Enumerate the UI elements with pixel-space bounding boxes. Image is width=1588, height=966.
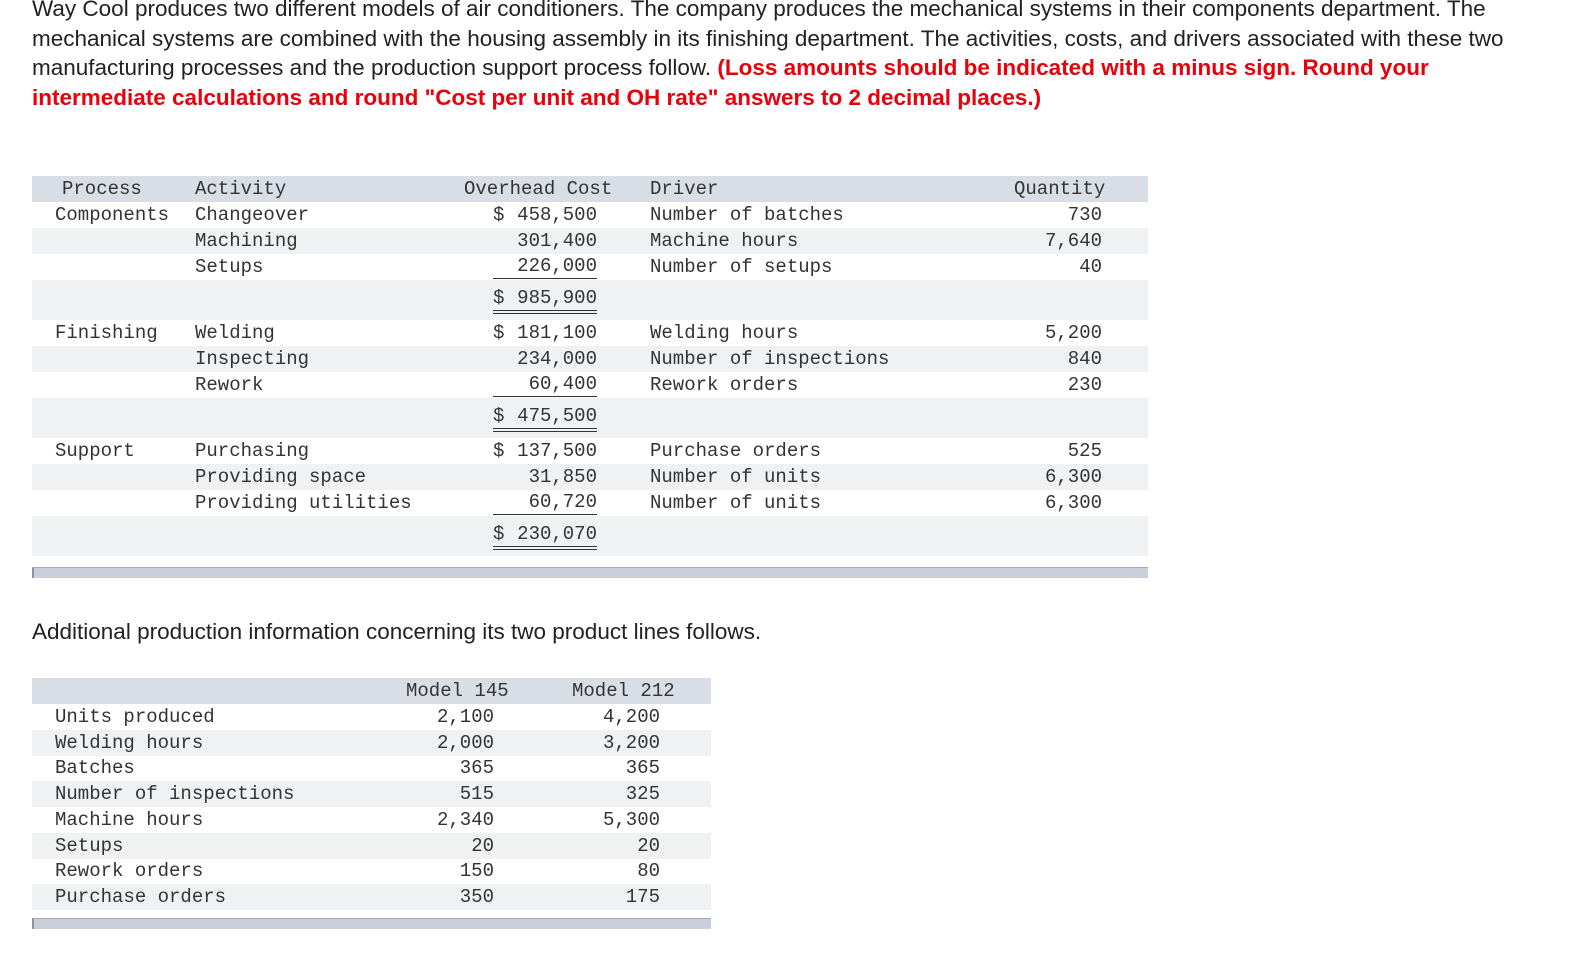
model-212-value: 365 bbox=[625, 757, 660, 780]
header-overhead-cost: Overhead Cost bbox=[464, 178, 613, 200]
table-row bbox=[32, 228, 1148, 254]
table-row bbox=[32, 320, 1148, 346]
dollar-sign: $ bbox=[493, 287, 505, 309]
header-model-145: Model 145 bbox=[406, 680, 509, 702]
row-label: Machine hours bbox=[55, 808, 204, 831]
table-row bbox=[32, 704, 711, 730]
quantity-cell: 6,300 bbox=[1044, 492, 1102, 514]
driver-cell: Machine hours bbox=[650, 230, 799, 252]
cost-value: 226,000 bbox=[517, 255, 597, 277]
model-212-value: 20 bbox=[637, 834, 660, 857]
row-label: Units produced bbox=[55, 706, 215, 728]
table-row bbox=[32, 438, 1148, 464]
cost-value: 458,500 bbox=[517, 204, 597, 226]
table-bottom-bar bbox=[32, 918, 711, 929]
driver-cell: Number of units bbox=[650, 492, 822, 514]
quantity-cell: 7,640 bbox=[1044, 230, 1102, 252]
subtotal-row bbox=[32, 516, 1148, 556]
model-212-value: 325 bbox=[625, 783, 660, 806]
table-row bbox=[32, 781, 711, 807]
quantity-cell: 6,300 bbox=[1044, 466, 1102, 488]
quantity-cell: 525 bbox=[1067, 440, 1102, 462]
table-row bbox=[32, 833, 711, 859]
activity-cell: Welding bbox=[195, 322, 275, 344]
driver-cell: Purchase orders bbox=[650, 440, 822, 462]
driver-cell: Number of batches bbox=[650, 204, 844, 226]
table-row bbox=[32, 254, 1148, 280]
overhead-cost-cell bbox=[493, 490, 597, 515]
driver-cell: Number of inspections bbox=[650, 348, 890, 370]
dollar-sign: $ bbox=[493, 405, 505, 427]
driver-cell: Welding hours bbox=[650, 322, 799, 344]
table-bottom-bar bbox=[32, 567, 1148, 578]
instruction-text: (Loss amounts should be indicated with a minus sign. Round your intermediate calculations and round "Cost per unit and OH rate" answers to 2 decimal places.) bbox=[32, 55, 1429, 110]
row-label: Rework orders bbox=[55, 860, 204, 883]
overhead-cost-cell bbox=[493, 438, 597, 464]
row-label: Batches bbox=[55, 757, 135, 780]
cost-value: 234,000 bbox=[517, 348, 597, 370]
dollar-sign: $ bbox=[493, 440, 505, 462]
overhead-cost-cell bbox=[493, 320, 597, 346]
model-212-value: 4,200 bbox=[602, 706, 660, 728]
row-label: Number of inspections bbox=[55, 783, 295, 806]
subtotal-row bbox=[32, 280, 1148, 320]
quantity-cell: 40 bbox=[1079, 256, 1102, 278]
overhead-cost-cell bbox=[493, 228, 597, 254]
table-row bbox=[32, 346, 1148, 372]
quantity-cell: 5,200 bbox=[1044, 322, 1102, 344]
cost-value: 31,850 bbox=[528, 466, 597, 488]
model-212-value: 80 bbox=[637, 860, 660, 883]
table-row bbox=[32, 464, 1148, 490]
row-label: Setups bbox=[55, 834, 124, 857]
model-145-value: 2,100 bbox=[436, 706, 494, 728]
subtotal-row bbox=[32, 398, 1148, 438]
table-row bbox=[32, 730, 711, 756]
header-activity: Activity bbox=[195, 178, 287, 200]
subtotal-value: 475,500 bbox=[517, 405, 597, 427]
quantity-cell: 840 bbox=[1067, 348, 1102, 370]
overhead-cost-cell bbox=[493, 254, 597, 279]
overhead-cost-cell bbox=[493, 202, 597, 228]
cost-value: 60,400 bbox=[528, 373, 597, 395]
header-model-212: Model 212 bbox=[572, 680, 675, 702]
dollar-sign: $ bbox=[493, 523, 505, 545]
problem-statement bbox=[32, 0, 1512, 112]
process-cell: Components bbox=[55, 204, 170, 226]
model-212-value: 5,300 bbox=[602, 808, 660, 831]
process-cell: Finishing bbox=[55, 322, 158, 344]
model-145-value: 515 bbox=[459, 783, 494, 806]
subtotal-cost bbox=[493, 286, 597, 314]
header-process: Process bbox=[62, 178, 142, 200]
activity-cell: Providing utilities bbox=[195, 492, 412, 514]
model-145-value: 2,000 bbox=[436, 731, 494, 754]
table-row bbox=[32, 755, 711, 781]
overhead-cost-cell bbox=[493, 464, 597, 490]
driver-cell: Number of units bbox=[650, 466, 822, 488]
subtotal-value: 985,900 bbox=[517, 287, 597, 309]
activity-cell: Purchasing bbox=[195, 440, 310, 462]
header-driver: Driver bbox=[650, 178, 719, 200]
activity-cell: Machining bbox=[195, 230, 298, 252]
model-145-value: 2,340 bbox=[436, 808, 494, 831]
additional-info-text: Additional production information concerning its two product lines follows. bbox=[32, 619, 762, 644]
model-145-value: 350 bbox=[459, 885, 494, 908]
driver-cell: Number of setups bbox=[650, 256, 833, 278]
table-header-row bbox=[32, 678, 711, 704]
header-quantity: Quantity bbox=[1014, 178, 1106, 200]
table-row bbox=[32, 884, 711, 910]
table-row bbox=[32, 858, 711, 884]
problem-text: Way Cool produces two different models of air conditioners. The company produces the mechanical systems in their components department. The mechanical systems are combined with the housing assembly in its finishing department. The activities, costs, and drivers associated with these two manufacturing processes and the production support process follow. bbox=[32, 0, 1504, 80]
model-145-value: 150 bbox=[459, 860, 494, 883]
activity-cell: Changeover bbox=[195, 204, 310, 226]
driver-cell: Rework orders bbox=[650, 374, 799, 396]
cost-value: 137,500 bbox=[517, 440, 597, 462]
table-header-row bbox=[32, 176, 1148, 202]
table-row bbox=[32, 490, 1148, 516]
activity-cell: Inspecting bbox=[195, 348, 310, 370]
table-row bbox=[32, 202, 1148, 228]
process-cell: Support bbox=[55, 440, 135, 462]
cost-value: 60,720 bbox=[528, 491, 597, 513]
subtotal-value: 230,070 bbox=[517, 523, 597, 545]
model-212-value: 175 bbox=[625, 885, 660, 908]
table-row bbox=[32, 372, 1148, 398]
table-row bbox=[32, 807, 711, 833]
cost-value: 301,400 bbox=[517, 230, 597, 252]
row-label: Purchase orders bbox=[55, 885, 227, 908]
cost-value: 181,100 bbox=[517, 322, 597, 344]
row-label: Welding hours bbox=[55, 731, 204, 754]
quantity-cell: 730 bbox=[1067, 204, 1102, 226]
dollar-sign: $ bbox=[493, 204, 505, 226]
activity-cell: Rework bbox=[195, 374, 264, 396]
activity-cell: Setups bbox=[195, 256, 264, 278]
subtotal-cost bbox=[493, 404, 597, 432]
overhead-cost-cell bbox=[493, 372, 597, 397]
overhead-cost-cell bbox=[493, 346, 597, 372]
model-145-value: 365 bbox=[459, 757, 494, 780]
subtotal-cost bbox=[493, 522, 597, 550]
dollar-sign: $ bbox=[493, 322, 505, 344]
model-212-value: 3,200 bbox=[602, 731, 660, 754]
activity-cell: Providing space bbox=[195, 466, 367, 488]
quantity-cell: 230 bbox=[1067, 374, 1102, 396]
model-145-value: 20 bbox=[471, 834, 494, 857]
